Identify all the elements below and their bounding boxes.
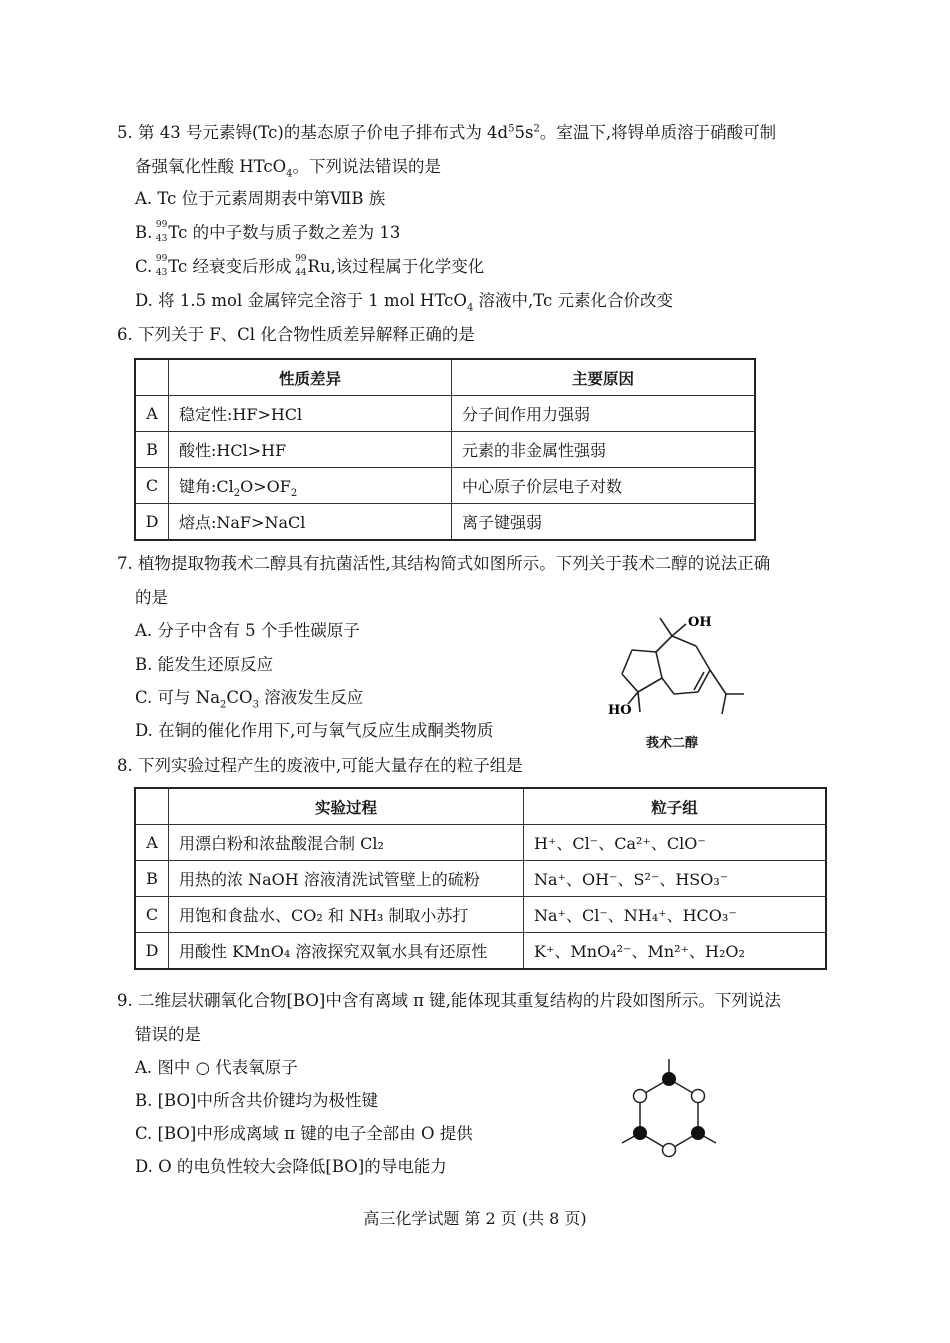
- table-header-row: 实验过程 粒子组: [135, 788, 826, 825]
- q9-stem-line1: 9. 二维层状硼氧化合物[BO]中含有离域 π 键,能体现其重复结构的片段如图所示。下列说法: [117, 991, 781, 1010]
- q9-option-b: B. [BO]中所含共价键均为极性键: [135, 1091, 378, 1110]
- q8-stem: 8. 下列实验过程产生的废液中,可能大量存在的粒子组是: [117, 756, 523, 775]
- ho-label: HO: [608, 703, 632, 718]
- table-row: B 用热的浓 NaOH 溶液清洗试管壁上的硫粉 Na⁺、OH⁻、S²⁻、HSO₃⁻: [135, 861, 826, 897]
- q7-option-c: C. 可与 $Na_2CO_3$ 溶液发生反应: [135, 688, 364, 711]
- q7-option-a: A. 分子中含有 5 个手性碳原子: [135, 621, 360, 640]
- q5-stem-line1: 5. 第 43 号元素锝(Tc)的基态原子价电子排布式为 $4d^55s^2$。室温下,将锝单质溶于硝酸可制: [117, 123, 777, 142]
- q7-stem-line2: 的是: [135, 588, 168, 607]
- q7-stem-line1: 7. 植物提取物莪术二醇具有抗菌活性,其结构简式如图所示。下列关于莪术二醇的说法正确: [117, 554, 771, 573]
- q9-option-c: C. [BO]中形成离域 π 键的电子全部由 O 提供: [135, 1124, 473, 1143]
- oh-label: OH: [688, 615, 712, 630]
- open-atom: [692, 1090, 705, 1103]
- q9-option-d: D. O 的电负性较大会降低[BO]的导电能力: [135, 1157, 447, 1176]
- q5-option-d: D. 将 1.5 mol 金属锌完全溶于 1 mol HTcO$_4$ 溶液中,Tc 元素化合价改变: [135, 291, 674, 314]
- nuclide-notation: 99 43: [155, 220, 168, 244]
- q5-option-c: C. 99 43 Tc 经衰变后形成 99 44 Ru,该过程属于化学变化: [135, 254, 485, 278]
- curcumenol-structure-figure: [600, 608, 770, 728]
- bo-hexagon-figure: [615, 1055, 725, 1163]
- table-row: C 键角$:Cl_2O>OF_2$ 中心原子价层电子对数: [135, 468, 755, 504]
- table-row: A 稳定性:HF>HCl 分子间作用力强弱: [135, 396, 755, 432]
- q5-option-b: B. 99 43 Tc 的中子数与质子数之差为 13: [135, 220, 401, 244]
- table-header-row: 性质差异 主要原因: [135, 359, 755, 396]
- filled-atom: [663, 1073, 676, 1086]
- q5-stem-line2: 备强氧化性酸 HTcO$_4$。下列说法错误的是: [135, 157, 442, 180]
- table-row: A 用漂白粉和浓盐酸混合制 Cl₂ H⁺、Cl⁻、Ca²⁺、ClO⁻: [135, 825, 826, 861]
- filled-atom: [634, 1127, 647, 1140]
- q6-table: [134, 358, 756, 541]
- page-footer: 高三化学试题 第 2 页 (共 8 页): [363, 1209, 587, 1228]
- figure-caption: 莪术二醇: [646, 736, 699, 751]
- q6-stem: 6. 下列关于 F、Cl 化合物性质差异解释正确的是: [117, 325, 475, 344]
- table-row: D 用酸性 KMnO₄ 溶液探究双氧水具有还原性 K⁺、MnO₄²⁻、Mn²⁺、H₂O₂: [135, 933, 826, 970]
- table-row: C 用饱和食盐水、CO₂ 和 NH₃ 制取小苏打 Na⁺、Cl⁻、NH₄⁺、HCO₃⁻: [135, 897, 826, 933]
- q7-option-b: B. 能发生还原反应: [135, 655, 274, 674]
- table-row: D 熔点:NaF>NaCl 离子键强弱: [135, 504, 755, 541]
- q9-stem-line2: 错误的是: [135, 1025, 201, 1044]
- open-atom: [663, 1144, 676, 1157]
- open-atom: [634, 1090, 647, 1103]
- q5-option-a: A. Tc 位于元素周期表中第ⅦB 族: [135, 189, 386, 208]
- filled-atom: [692, 1127, 705, 1140]
- q7-option-d: D. 在铜的催化作用下,可与氧气反应生成酮类物质: [135, 721, 494, 740]
- q9-option-a: A. 图中 ○ 代表氧原子: [135, 1058, 298, 1077]
- nuclide-notation: 99 43: [155, 254, 168, 278]
- table-row: B 酸性:HCl>HF 元素的非金属性强弱: [135, 432, 755, 468]
- q8-table: [134, 787, 827, 970]
- nuclide-notation: 99 44: [295, 254, 307, 278]
